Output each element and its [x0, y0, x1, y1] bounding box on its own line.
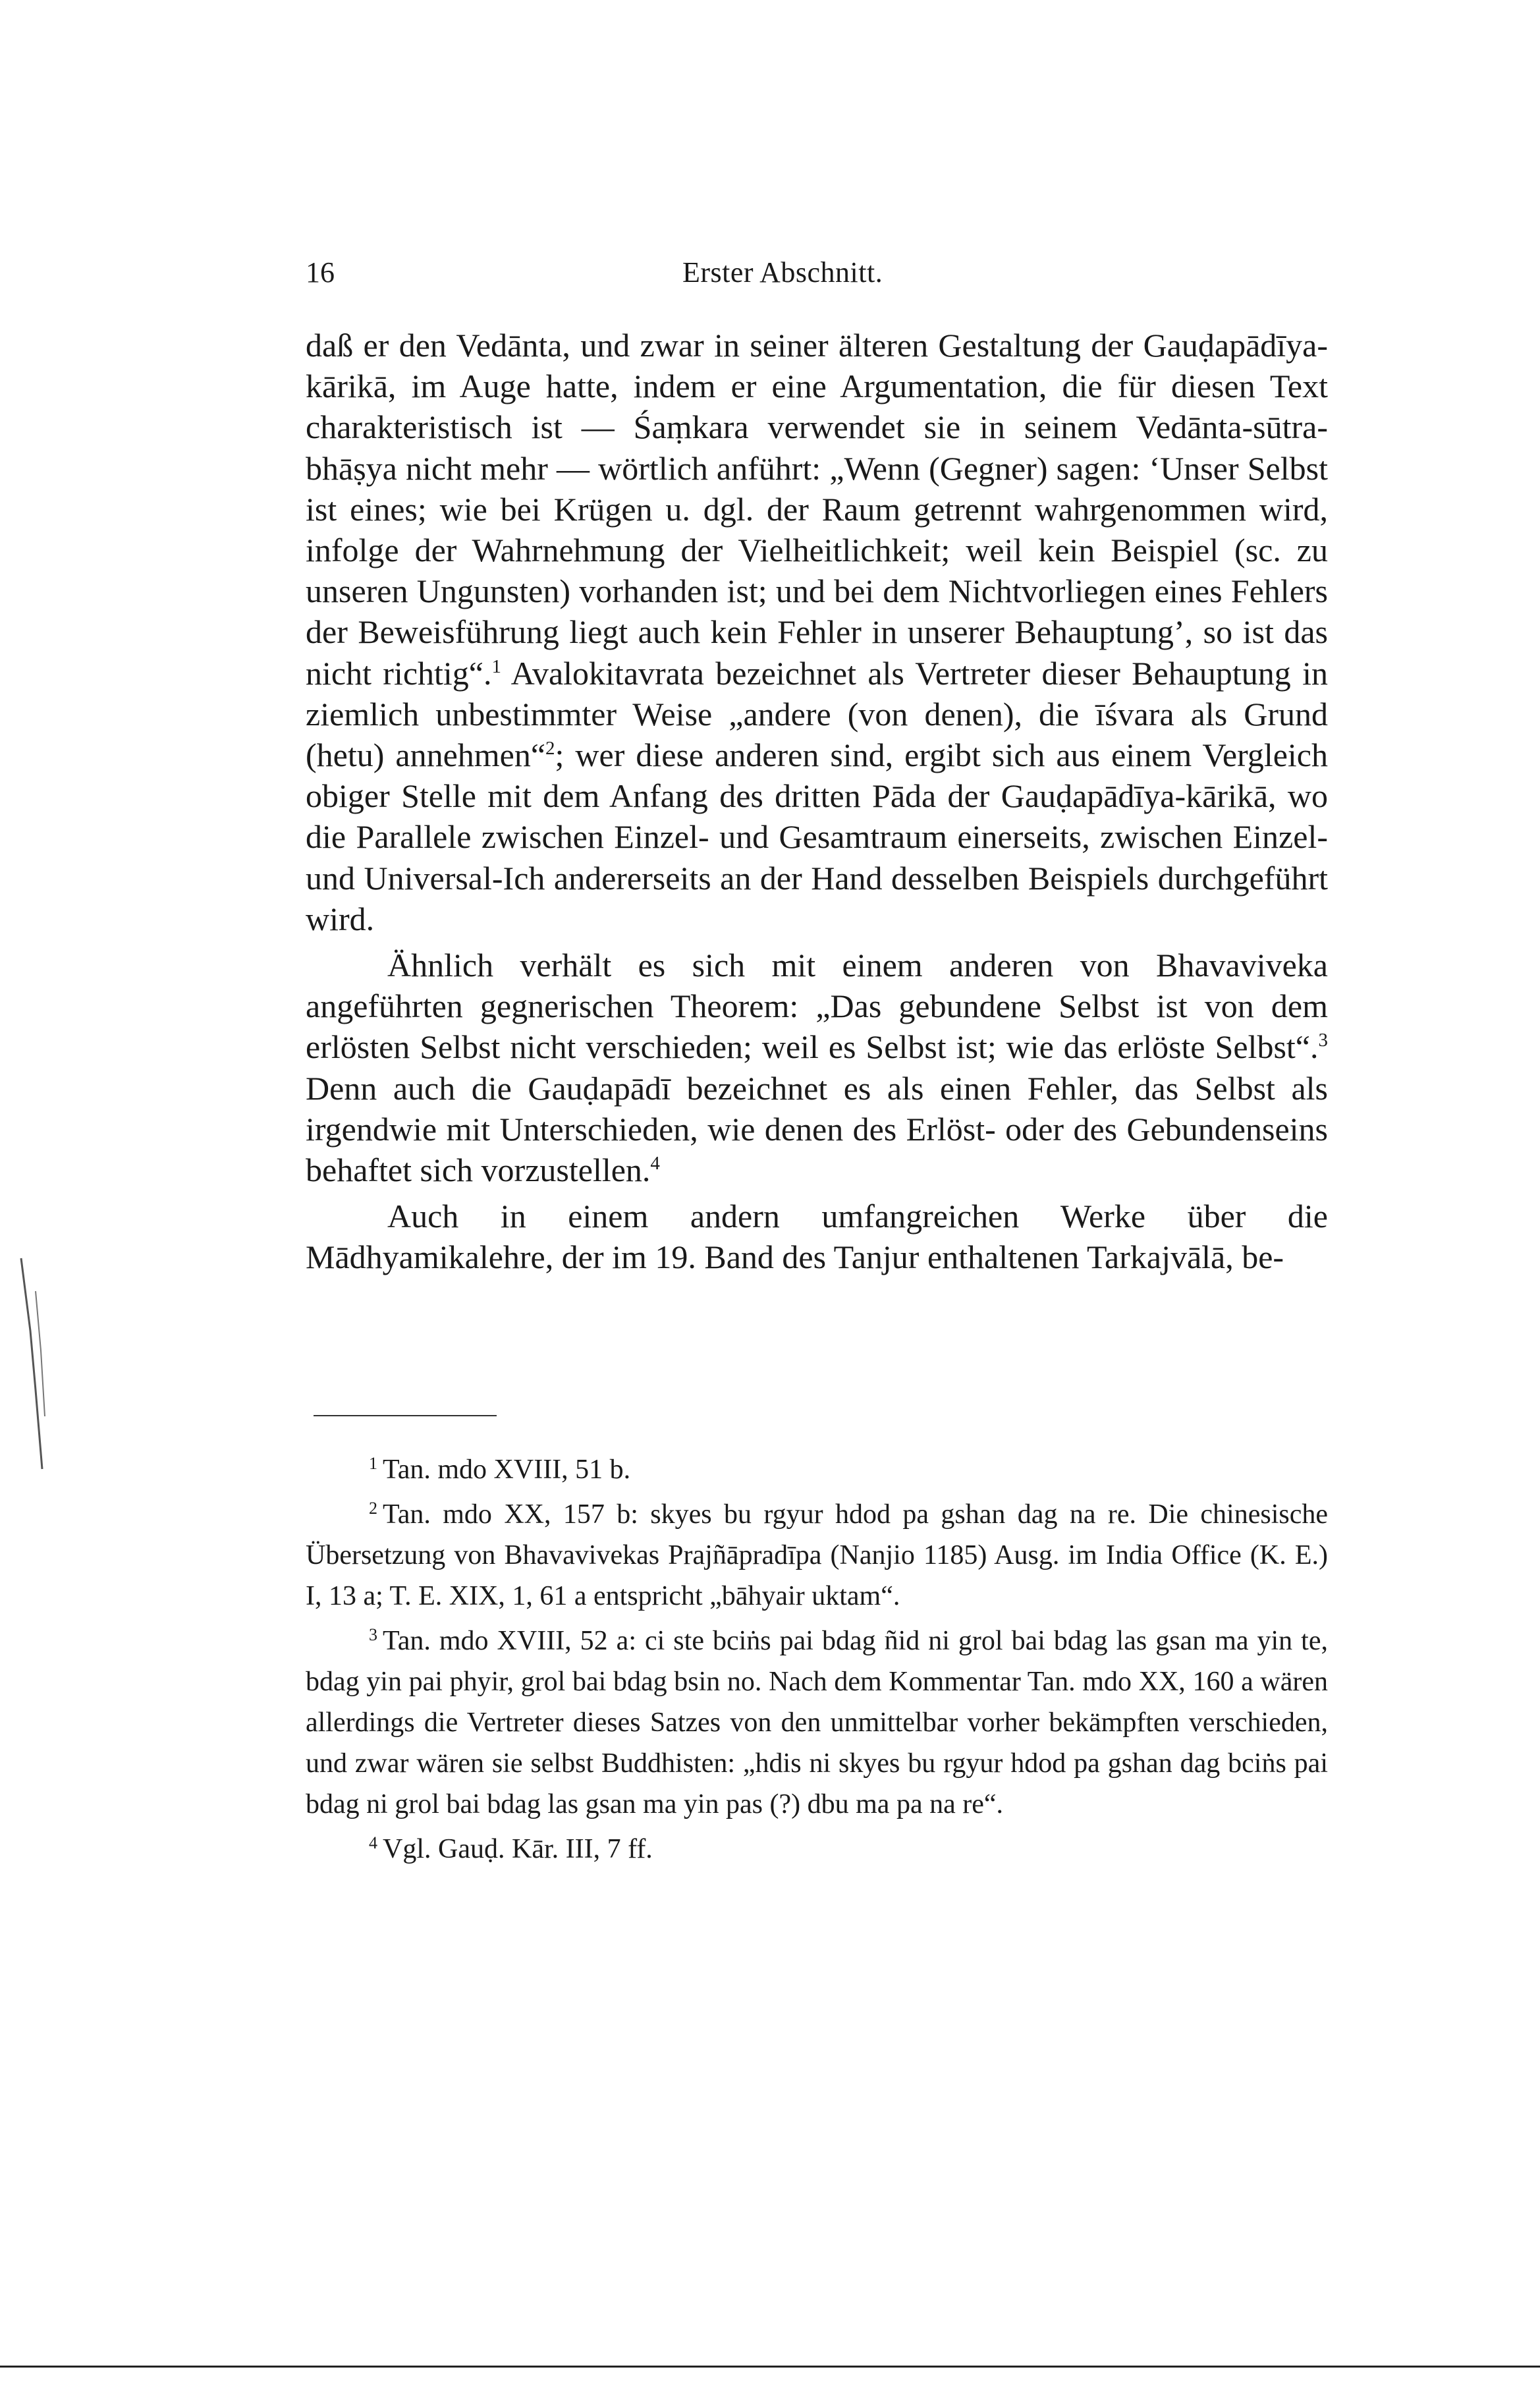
footnote-divider [314, 1415, 497, 1416]
text-segment: Avalokitavrata bezeichnet als Vertreter dieser Behauptung in ziemlich unbestimmter Weise „andere (von denen), die īśvara als Grund (hetu) annehmen“ [306, 654, 1328, 774]
scan-edge-line [0, 2366, 1540, 2368]
text-segment: ; wer diese anderen sind, ergibt sich aus einem Vergleich obiger Stelle mit dem Anfang des dritten Pāda der Gauḍapādīya-kārikā, wo die Parallele zwischen Einzel- und Gesamtraum einerseits, zwischen Einzel- und Universal-Ich andererseits an der Hand desselben Beispiels durchgeführt wird. [306, 736, 1328, 937]
footnote [306, 1621, 1328, 1825]
text-segment: Ähnlich verhält es sich mit einem anderen von Bhavaviveka angeführten gegnerischen Theorem: „Das gebundene Selbst ist von dem erlösten Selbst nicht verschieden; weil es Selbst ist; wie das erlöste Selbst“. [306, 947, 1328, 1066]
footnote-text: Tan. mdo XX, 157 b: skyes bu rgyur hdod pa gshan dag na re. Die chinesische Übersetzung von Bhavavivekas Prajñāpradīpa (Nanjio 1185) Ausg. im India Office (K. E.) I, 13 a; T. E. XIX, 1, 61 a entspricht „bāhyair uktam“. [306, 1499, 1328, 1611]
footnote [306, 1829, 1328, 1870]
footnote-ref[interactable]: 3 [1318, 1030, 1328, 1051]
footnote-text: Vgl. Gauḍ. Kār. III, 7 ff. [383, 1834, 653, 1864]
text-segment: Denn auch die Gauḍapādī bezeichnet es als einen Fehler, das Selbst als irgendwie mit Unterschieden, wie denen des Erlöst- oder des Gebundenseins behaftet sich vorzustellen. [306, 1069, 1328, 1189]
footnote-mark: 4 [369, 1833, 378, 1852]
main-text [306, 325, 1328, 1278]
footnote-text: Tan. mdo XVIII, 51 b. [383, 1455, 631, 1485]
text-segment: Auch in einem andern umfangreichen Werke über die Mādhyamikalehre, der im 19. Band des Tanjur enthaltenen Tarkajvālā, be- [306, 1198, 1328, 1276]
body-paragraph [306, 325, 1328, 939]
footnote-mark: 3 [369, 1624, 378, 1644]
footnote-ref[interactable]: 4 [650, 1153, 660, 1175]
footnote-text: Tan. mdo XVIII, 52 a: ci ste bciṅs pai bdag ñid ni grol bai bdag las gsan ma yin te, bdag yin pai phyir, grol bai bdag bsin no. Nach dem Kommentar Tan. mdo XX, 160 a wären allerdings die Vertreter dieses Satzes von den unmittelbar vorher bekämpften verschieden, und zwar wären sie selbst Buddhisten: „hdis ni skyes bu rgyur hdod pa gshan dag bciṅs pai bdag ni grol bai bdag las gsan ma yin pas (?) dbu ma pa na re“. [306, 1626, 1328, 1819]
footnotes [306, 1449, 1328, 1870]
footnote-ref[interactable]: 1 [491, 655, 501, 677]
page-number: 16 [306, 256, 335, 289]
footnote-ref[interactable]: 2 [545, 738, 555, 760]
body-paragraph [306, 945, 1328, 1190]
body-paragraph [306, 1196, 1328, 1277]
running-head: Erster Abschnitt. [682, 256, 883, 289]
pencil-stroke [21, 1258, 42, 1469]
footnote [306, 1494, 1328, 1617]
footnote [306, 1449, 1328, 1490]
margin-pencil-marks [16, 1252, 58, 1476]
footnote-mark: 2 [369, 1498, 378, 1518]
footnote-mark: 1 [369, 1453, 378, 1473]
text-segment: daß er den Vedānta, und zwar in seiner älteren Gestaltung der Gauḍapādīya-kārikā, im Auge hatte, indem er eine Argumentation, die für diesen Text charakteristisch ist — Śaṃkara verwendet sie in seinem Vedānta-sūtra-bhāṣya nicht mehr — wörtlich anführt: „Wenn (Gegner) sagen: ‘Unser Selbst ist eines; wie bei Krügen u. dgl. der Raum getrennt wahrgenommen wird, infolge der Wahrnehmung der Vielheitlichkeit; weil kein Beispiel (sc. zu unseren Ungunsten) vorhanden ist; und bei dem Nichtvorliegen eines Fehlers der Beweisführung liegt auch kein Fehler in unserer Behauptung’, so ist das nicht richtig“. [306, 327, 1328, 692]
